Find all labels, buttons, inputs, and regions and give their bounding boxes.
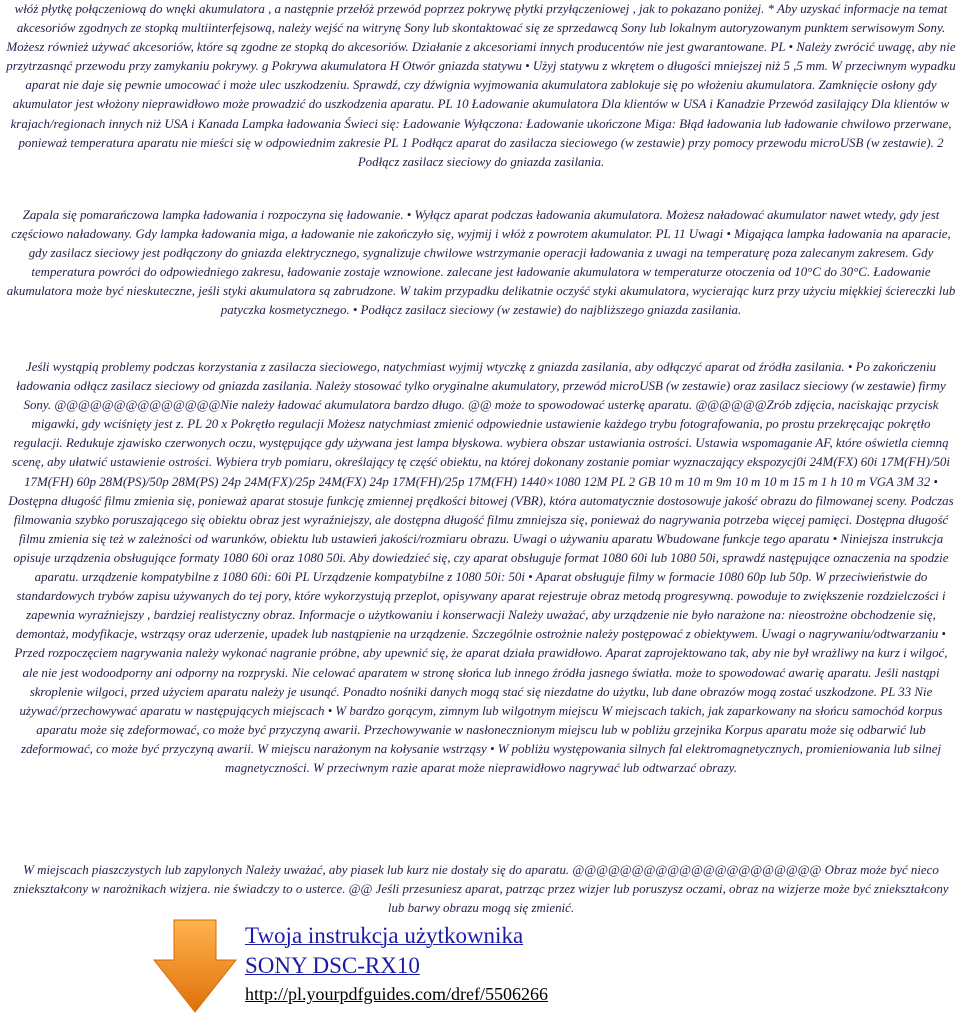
paragraph-4: W miejscach piaszczystych lub zapylonych Należy uważać, aby piasek lub kurz nie dostały się do aparatu. @@@@@@@@@@@@@@@@@@@@@ Obraz może być nieco zniekształcony w narożnikach wizjera. nie świadczy to o usterce. @@ Jeśli przesuniesz aparat, patrząc przez wizjer lub poruszysz oczami, obraz na wizjerze może być zniekształcony lub barwy obrazu mogą się zmienić. <box>13 863 949 916</box>
manual-title-link[interactable]: Twoja instrukcja użytkownika <box>245 923 524 948</box>
paragraph-3: Jeśli wystąpią problemy podczas korzystania z zasilacza sieciowego, natychmiast wyjmij wtyczkę z gniazda zasilania, aby odłączyć aparat od źródła zasilania. • Po zakończeniu ładowania odłącz zasilacz sieciowy od gniazda zasilania. Należy stosować tylko oryginalne akumulatory, przewód microUSB (w zestawie) oraz zasilacz sieciowy (w zestawie) firmy Sony. @@@@@@@@@@@@@@Nie należy ładować akumulatora bardzo długo. @@ może to spowodować usterkę aparatu. @@@@@@Zrób zdjęcia, naciskając przycisk migawki, gdy wciśnięty jest z. PL 20 x Pokrętło regulacji Możesz natychmiast zmienić odpowiednie ustawienie każdego trybu fotografowania, po prostu przekręcając pokrętło regulacji. Redukuje zjawisko czerwonych oczu, występujące gdy używana jest lampa błyskowa. wybiera obszar ustawiania ostrości. Ustawia wspomaganie AF, które oświetla ciemną scenę, aby ułatwić ustawienie ostrości. Wybiera tryb pomiaru, określający tę część obiektu, na której dokonany zostanie pomiar wyznaczający ekspozycj0i 24M(FX) 60i 17M(FH)/50i 17M(FH) 60p 28M(PS)/50p 28M(PS) 24p 24M(FX)/25p 24M(FX) 24p 17M(FH)/25p 17M(FH) 1440×1080 12M PL 2 GB 10 m 10 m 9m 10 m 10 m 15 m 1 h 10 m VGA 3M 32 • Dostępna długość filmu zmienia się, ponieważ aparat stosuje funkcję zmiennej prędkości bitowej (VBR), która automatycznie dostosowuje jakość obrazu do filmowanej sceny. Podczas filmowania szybko poruszającego się obiektu obraz jest wyraźniejszy, ale dostępna długość filmu zmniejsza się, ponieważ do nagrywania potrzeba więcej pamięci. Dostępna długość filmu zmienia się też w zależności od warunków, obiektu lub ustawień jakości/rozmiaru obrazu. Uwagi o używaniu aparatu Wbudowane funkcje tego aparatu • Niniejsza instrukcja opisuje urządzenia obsługujące formaty 1080 60i oraz 1080 50i. Aby dowiedzieć się, czy aparat obsługuje format 1080 60i lub 1080 50i, sprawdź następujące oznaczenia na spodzie aparatu. urządzenie kompatybilne z 1080 60i: 60i PL Urządzenie kompatybilne z 1080 50i: 50i • Aparat obsługuje filmy w formacie 1080 60p lub 50p. W przeciwieństwie do standardowych trybów zapisu używanych do tej pory, które wykorzystują przeplot, opisywany aparat rejestruje obraz metodą progresywną. powoduje to zwiększenie rozdzielczości i zapewnia wyraźniejszy , bardziej realistyczny obraz. Informacje o użytkowaniu i konserwacji Należy uważać, aby urządzenie nie było narażone na: nieostrożne obchodzenie się, demontaż, modyfikacje, wstrząsy oraz uderzenie, upadek lub nastąpienie na urządzenie. Szczególnie ostrożnie należy postępować z obiektywem. Uwagi o nagrywaniu/odtwarzaniu • Przed rozpoczęciem nagrywania należy wykonać nagranie próbne, aby upewnić się, że aparat działa prawidłowo. Aparat zaprojektowano tak, aby nie był wrażliwy na kurz i wilgoć, ale nie jest wodoodporny ani odporny na rozpryski. Nie celować aparatem w stronę słońca lub innego źródła jasnego światła. może to spowodować awarię aparatu. Jeśli nastąpi skroplenie wilgoci, przed użyciem aparatu należy je usunąć. Ponadto nośniki danych mogą stać się niezdatne do użytku, lub dane obrazów mogą zostać uszkodzone. PL 33 Nie używać/przechowywać aparatu w następujących miejscach • W bardzo gorącym, zimnym lub wilgotnym miejscu W miejscach takich, jak zaparkowany na słońcu samochód korpus aparatu może się zdeformować, co może być przyczyną awarii. Przechowywanie w nasłonecznionym miejscu lub w pobliżu grzejnika Korpus aparatu może się odbarwić lub zdeformować, co może być przyczyną awarii. W miejscu narażonym na kołysanie wstrząsy • W pobliżu występowania silnych fal elektromagnetycznych, promieniowania lub silnej magnetyczności. W przeciwnym razie aparat może nieprawidłowo nagrywać lub odtwarzać obrazy. <box>8 360 954 775</box>
product-model-link[interactable]: SONY DSC-RX10 <box>245 953 420 978</box>
source-url-link[interactable]: http://pl.yourpdfguides.com/dref/5506266 <box>245 984 548 1004</box>
footer-links <box>245 921 548 1006</box>
paragraph-2: Zapala się pomarańczowa lampka ładowania i rozpoczyna się ładowanie. • Wyłącz aparat podczas ładowania akumulatora. Możesz naładować akumulator nawet wtedy, gdy jest częściowo naładowany. Gdy lampka ładowania miga, a ładowanie nie zakończyło się, wyjmij i włóż z powrotem akumulator. PL 11 Uwagi • Migająca lampka ładowania na aparacie, gdy zasilacz sieciowy jest podłączony do gniazda elektrycznego, sygnalizuje chwilowe wstrzymanie operacji ładowania z uwagi na temperaturę poza zalecanym zakresem. Gdy temperatura powróci do odpowiedniego zakresu, ładowanie zostaje wznowione. zalecane jest ładowanie akumulatora w temperaturze otoczenia od 10°C do 30°C. Ładowanie akumulatora może być nieskuteczne, jeśli styki akumulatora są zabrudzone. W takim przypadku delikatnie oczyść styki akumulatora, wycierając kurz przy użyciu miękkiej ściereczki lub patyczka kosmetycznego. • Podłącz zasilacz sieciowy (w zestawie) do najbliższego gniazda zasilania. <box>6 208 956 318</box>
paragraph-1: włóż płytkę połączeniową do wnęki akumulatora , a następnie przełóż przewód poprzez pokrywę płytki przyłączeniowej , jak to pokazano poniżej. * Aby uzyskać informacje na temat akcesoriów zgodnych ze stopką multiinterfejsową, należy wejść na witrynę Sony lub skontaktować się ze sprzedawcą Sony lub lokalnym autoryzowanym punktem serwisowym Sony. Możesz również używać akcesoriów, które są zgodne ze stopką do akcesoriów. Działanie z akcesoriami innych producentów nie jest gwarantowane. PL • Należy zwrócić uwagę, aby nie przytrzasnąć przewodu przy zamykaniu pokrywy. g Pokrywa akumulatora H Otwór gniazda statywu • Użyj statywu z wkrętem o długości mniejszej niż 5 ,5 mm. W przeciwnym wypadku aparat nie daje się pewnie umocować i może ulec uszkodzeniu. Sprawdź, czy dźwignia wyjmowania akumulatora zablokuje się po włożeniu akumulatora. Zamknięcie osłony gdy akumulator jest włożony nieprawidłowo może prowadzić do uszkodzenia aparatu. PL 10 Ładowanie akumulatora Dla klientów w USA i Kanadzie Przewód zasilający Dla klientów w krajach/regionach innych niż USA i Kanada Lampka ładowania Świeci się: Ładowanie Wyłączona: Ładowanie ukończone Miga: Błąd ładowania lub ładowanie chwilowo przerwane, ponieważ temperatura aparatu nie mieści się w odpowiednim zakresie PL 1 Podłącz aparat do zasilacza sieciowego (w zestawie) przy pomocy przewodu microUSB (w zestawie). 2 Podłącz zasilacz sieciowy do gniazda zasilania. <box>6 2 956 169</box>
orange-arrow-down-icon <box>150 916 240 1016</box>
